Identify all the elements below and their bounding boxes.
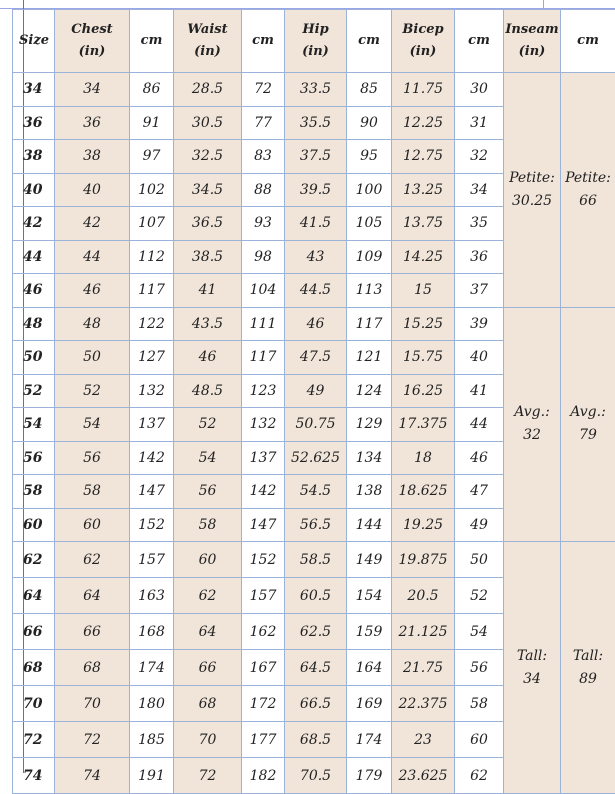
cell-hip-cm: 174 [347,722,392,758]
cell-hip-cm: 154 [347,578,392,614]
inseam-cm-group [561,542,615,794]
cell-bicep-cm: 31 [455,106,504,140]
cell-chest-in: 46 [55,274,130,308]
size-cell: 66 [13,614,55,650]
column-header-bicep-cm: cm [455,10,504,73]
cell-chest-cm: 97 [130,140,174,174]
inseam-cm-value: 66 [561,190,615,213]
inseam-cm-group [561,307,615,542]
cell-chest-cm: 117 [130,274,174,308]
cell-hip-cm: 164 [347,650,392,686]
cell-bicep-in: 15.75 [392,341,455,375]
cell-waist-in: 43.5 [174,307,242,341]
cell-chest-cm: 91 [130,106,174,140]
cell-chest-in: 56 [55,441,130,475]
size-cell: 72 [13,722,55,758]
cell-hip-in: 56.5 [285,508,347,542]
cell-bicep-in: 16.25 [392,374,455,408]
cell-waist-cm: 182 [242,758,285,794]
cell-bicep-in: 11.75 [392,73,455,107]
cell-waist-in: 30.5 [174,106,242,140]
cell-waist-in: 32.5 [174,140,242,174]
cell-hip-in: 64.5 [285,650,347,686]
inseam-cm-label: Petite: [561,167,615,190]
cell-waist-cm: 147 [242,508,285,542]
cell-chest-cm: 147 [130,475,174,509]
cell-waist-cm: 123 [242,374,285,408]
cell-bicep-cm: 44 [455,408,504,442]
column-header-size: Size [13,10,55,73]
cell-chest-cm: 127 [130,341,174,375]
cell-hip-in: 43 [285,240,347,274]
cell-chest-in: 42 [55,207,130,241]
cell-hip-in: 58.5 [285,542,347,578]
cell-waist-cm: 137 [242,441,285,475]
cell-waist-in: 46 [174,341,242,375]
cell-hip-cm: 113 [347,274,392,308]
cell-waist-cm: 77 [242,106,285,140]
cell-waist-cm: 177 [242,722,285,758]
cell-waist-cm: 142 [242,475,285,509]
cell-hip-in: 37.5 [285,140,347,174]
cell-chest-cm: 168 [130,614,174,650]
inseam-in-value: 32 [504,424,560,447]
table-row [13,73,615,107]
cell-waist-cm: 167 [242,650,285,686]
cell-bicep-cm: 46 [455,441,504,475]
size-cell: 46 [13,274,55,308]
cell-hip-in: 33.5 [285,73,347,107]
inseam-in-label: Petite: [504,167,560,190]
size-cell: 50 [13,341,55,375]
size-cell: 48 [13,307,55,341]
column-header-chest-cm: cm [130,10,174,73]
cell-bicep-in: 15 [392,274,455,308]
cell-hip-cm: 90 [347,106,392,140]
cell-hip-in: 66.5 [285,686,347,722]
cell-chest-in: 62 [55,542,130,578]
cell-bicep-in: 18.625 [392,475,455,509]
cell-waist-in: 52 [174,408,242,442]
cell-bicep-in: 20.5 [392,578,455,614]
cell-hip-cm: 179 [347,758,392,794]
cell-chest-in: 60 [55,508,130,542]
table-row [13,542,615,578]
cell-bicep-cm: 35 [455,207,504,241]
cell-bicep-cm: 49 [455,508,504,542]
cell-hip-cm: 129 [347,408,392,442]
cell-bicep-cm: 62 [455,758,504,794]
cell-hip-cm: 159 [347,614,392,650]
size-cell: 34 [13,73,55,107]
cell-chest-in: 48 [55,307,130,341]
size-cell: 52 [13,374,55,408]
cell-bicep-cm: 34 [455,173,504,207]
cell-chest-in: 74 [55,758,130,794]
cell-waist-cm: 132 [242,408,285,442]
cell-chest-cm: 132 [130,374,174,408]
cell-hip-cm: 100 [347,173,392,207]
cell-hip-cm: 134 [347,441,392,475]
inseam-in-label: Tall: [504,645,560,668]
cell-hip-in: 50.75 [285,408,347,442]
cell-hip-cm: 144 [347,508,392,542]
cell-chest-cm: 137 [130,408,174,442]
cell-hip-in: 49 [285,374,347,408]
column-header-waist-cm: cm [242,10,285,73]
cell-bicep-cm: 47 [455,475,504,509]
cell-waist-cm: 172 [242,686,285,722]
size-cell: 68 [13,650,55,686]
column-header-inseam-cm: cm [561,10,615,73]
cell-waist-in: 72 [174,758,242,794]
cell-bicep-in: 12.25 [392,106,455,140]
size-cell: 60 [13,508,55,542]
cell-waist-in: 62 [174,578,242,614]
cell-hip-in: 62.5 [285,614,347,650]
cell-hip-in: 44.5 [285,274,347,308]
cell-chest-in: 68 [55,650,130,686]
cell-waist-cm: 111 [242,307,285,341]
cell-waist-in: 38.5 [174,240,242,274]
cell-waist-cm: 152 [242,542,285,578]
column-header-inseam-in: Inseam (in) [504,10,561,73]
cell-hip-cm: 95 [347,140,392,174]
cell-hip-cm: 121 [347,341,392,375]
inseam-cm-value: 79 [561,424,615,447]
cell-bicep-in: 22.375 [392,686,455,722]
column-header-waist-in: Waist (in) [174,10,242,73]
inseam-in-label: Avg.: [504,401,560,424]
cell-waist-in: 56 [174,475,242,509]
cell-waist-in: 66 [174,650,242,686]
cell-waist-cm: 83 [242,140,285,174]
cell-bicep-cm: 54 [455,614,504,650]
column-header-hip-in: Hip (in) [285,10,347,73]
cell-bicep-cm: 36 [455,240,504,274]
header-row [13,10,615,73]
cell-bicep-in: 23.625 [392,758,455,794]
cell-hip-cm: 169 [347,686,392,722]
cell-waist-in: 60 [174,542,242,578]
cell-waist-in: 41 [174,274,242,308]
cell-bicep-cm: 41 [455,374,504,408]
inseam-in-value: 34 [504,668,560,691]
cell-waist-in: 28.5 [174,73,242,107]
size-cell: 58 [13,475,55,509]
cell-hip-cm: 109 [347,240,392,274]
cell-hip-in: 35.5 [285,106,347,140]
cell-waist-cm: 104 [242,274,285,308]
inseam-in-value: 30.25 [504,190,560,213]
cell-waist-cm: 93 [242,207,285,241]
size-cell: 56 [13,441,55,475]
cell-bicep-in: 13.75 [392,207,455,241]
table-row [13,307,615,341]
cell-chest-cm: 191 [130,758,174,794]
cell-hip-cm: 149 [347,542,392,578]
cell-bicep-cm: 50 [455,542,504,578]
cell-waist-in: 68 [174,686,242,722]
cell-bicep-in: 13.25 [392,173,455,207]
size-cell: 54 [13,408,55,442]
cell-hip-in: 47.5 [285,341,347,375]
size-cell: 38 [13,140,55,174]
inseam-in-group [504,307,561,542]
cell-bicep-cm: 30 [455,73,504,107]
cell-chest-cm: 86 [130,73,174,107]
cell-bicep-in: 12.75 [392,140,455,174]
cell-bicep-in: 19.25 [392,508,455,542]
inseam-cm-value: 89 [561,668,615,691]
inseam-cm-label: Avg.: [561,401,615,424]
cell-chest-in: 72 [55,722,130,758]
cell-waist-cm: 72 [242,73,285,107]
cell-hip-cm: 105 [347,207,392,241]
cell-waist-in: 70 [174,722,242,758]
size-cell: 42 [13,207,55,241]
cell-chest-cm: 112 [130,240,174,274]
cell-bicep-in: 14.25 [392,240,455,274]
cell-waist-in: 54 [174,441,242,475]
cell-bicep-in: 18 [392,441,455,475]
cell-waist-cm: 157 [242,578,285,614]
column-header-chest-in: Chest (in) [55,10,130,73]
cell-chest-in: 40 [55,173,130,207]
cell-waist-in: 34.5 [174,173,242,207]
size-chart-table [12,9,615,794]
cell-chest-cm: 180 [130,686,174,722]
cell-hip-in: 70.5 [285,758,347,794]
cell-chest-cm: 152 [130,508,174,542]
cell-chest-cm: 107 [130,207,174,241]
cell-waist-in: 36.5 [174,207,242,241]
cell-hip-in: 68.5 [285,722,347,758]
inseam-cm-label: Tall: [561,645,615,668]
cell-waist-cm: 162 [242,614,285,650]
cell-bicep-cm: 52 [455,578,504,614]
cell-bicep-cm: 60 [455,722,504,758]
cell-bicep-in: 23 [392,722,455,758]
cell-hip-cm: 124 [347,374,392,408]
cell-chest-cm: 122 [130,307,174,341]
page-guide-line [543,0,544,9]
cell-bicep-cm: 56 [455,650,504,686]
inseam-in-group [504,73,561,308]
cell-hip-in: 60.5 [285,578,347,614]
cell-chest-in: 64 [55,578,130,614]
cell-chest-in: 36 [55,106,130,140]
cell-chest-cm: 142 [130,441,174,475]
cell-chest-cm: 185 [130,722,174,758]
cell-hip-in: 54.5 [285,475,347,509]
cell-bicep-cm: 40 [455,341,504,375]
cell-chest-in: 54 [55,408,130,442]
cell-hip-in: 39.5 [285,173,347,207]
cell-bicep-in: 19.875 [392,542,455,578]
size-cell: 70 [13,686,55,722]
cell-bicep-in: 21.125 [392,614,455,650]
cell-bicep-cm: 58 [455,686,504,722]
cell-chest-in: 38 [55,140,130,174]
size-chart-body [13,73,615,794]
cell-waist-in: 64 [174,614,242,650]
cell-chest-in: 50 [55,341,130,375]
cell-waist-in: 48.5 [174,374,242,408]
cell-waist-in: 58 [174,508,242,542]
cell-bicep-in: 17.375 [392,408,455,442]
cell-chest-in: 44 [55,240,130,274]
inseam-cm-group [561,73,615,308]
cell-hip-cm: 138 [347,475,392,509]
size-cell: 64 [13,578,55,614]
inseam-in-group [504,542,561,794]
cell-chest-in: 52 [55,374,130,408]
cell-waist-cm: 98 [242,240,285,274]
size-cell: 62 [13,542,55,578]
cell-bicep-cm: 37 [455,274,504,308]
cell-waist-cm: 117 [242,341,285,375]
size-cell: 44 [13,240,55,274]
size-cell: 40 [13,173,55,207]
cell-bicep-in: 21.75 [392,650,455,686]
column-header-bicep-in: Bicep (in) [392,10,455,73]
cell-chest-cm: 102 [130,173,174,207]
cell-hip-in: 46 [285,307,347,341]
cell-chest-cm: 174 [130,650,174,686]
column-header-hip-cm: cm [347,10,392,73]
cell-bicep-cm: 39 [455,307,504,341]
cell-chest-in: 34 [55,73,130,107]
size-cell: 36 [13,106,55,140]
cell-waist-cm: 88 [242,173,285,207]
cell-chest-cm: 163 [130,578,174,614]
cell-bicep-cm: 32 [455,140,504,174]
cell-hip-cm: 85 [347,73,392,107]
cell-chest-cm: 157 [130,542,174,578]
cell-chest-in: 66 [55,614,130,650]
cell-chest-in: 70 [55,686,130,722]
size-cell: 74 [13,758,55,794]
cell-bicep-in: 15.25 [392,307,455,341]
cell-hip-cm: 117 [347,307,392,341]
cell-hip-in: 41.5 [285,207,347,241]
cell-hip-in: 52.625 [285,441,347,475]
cell-chest-in: 58 [55,475,130,509]
